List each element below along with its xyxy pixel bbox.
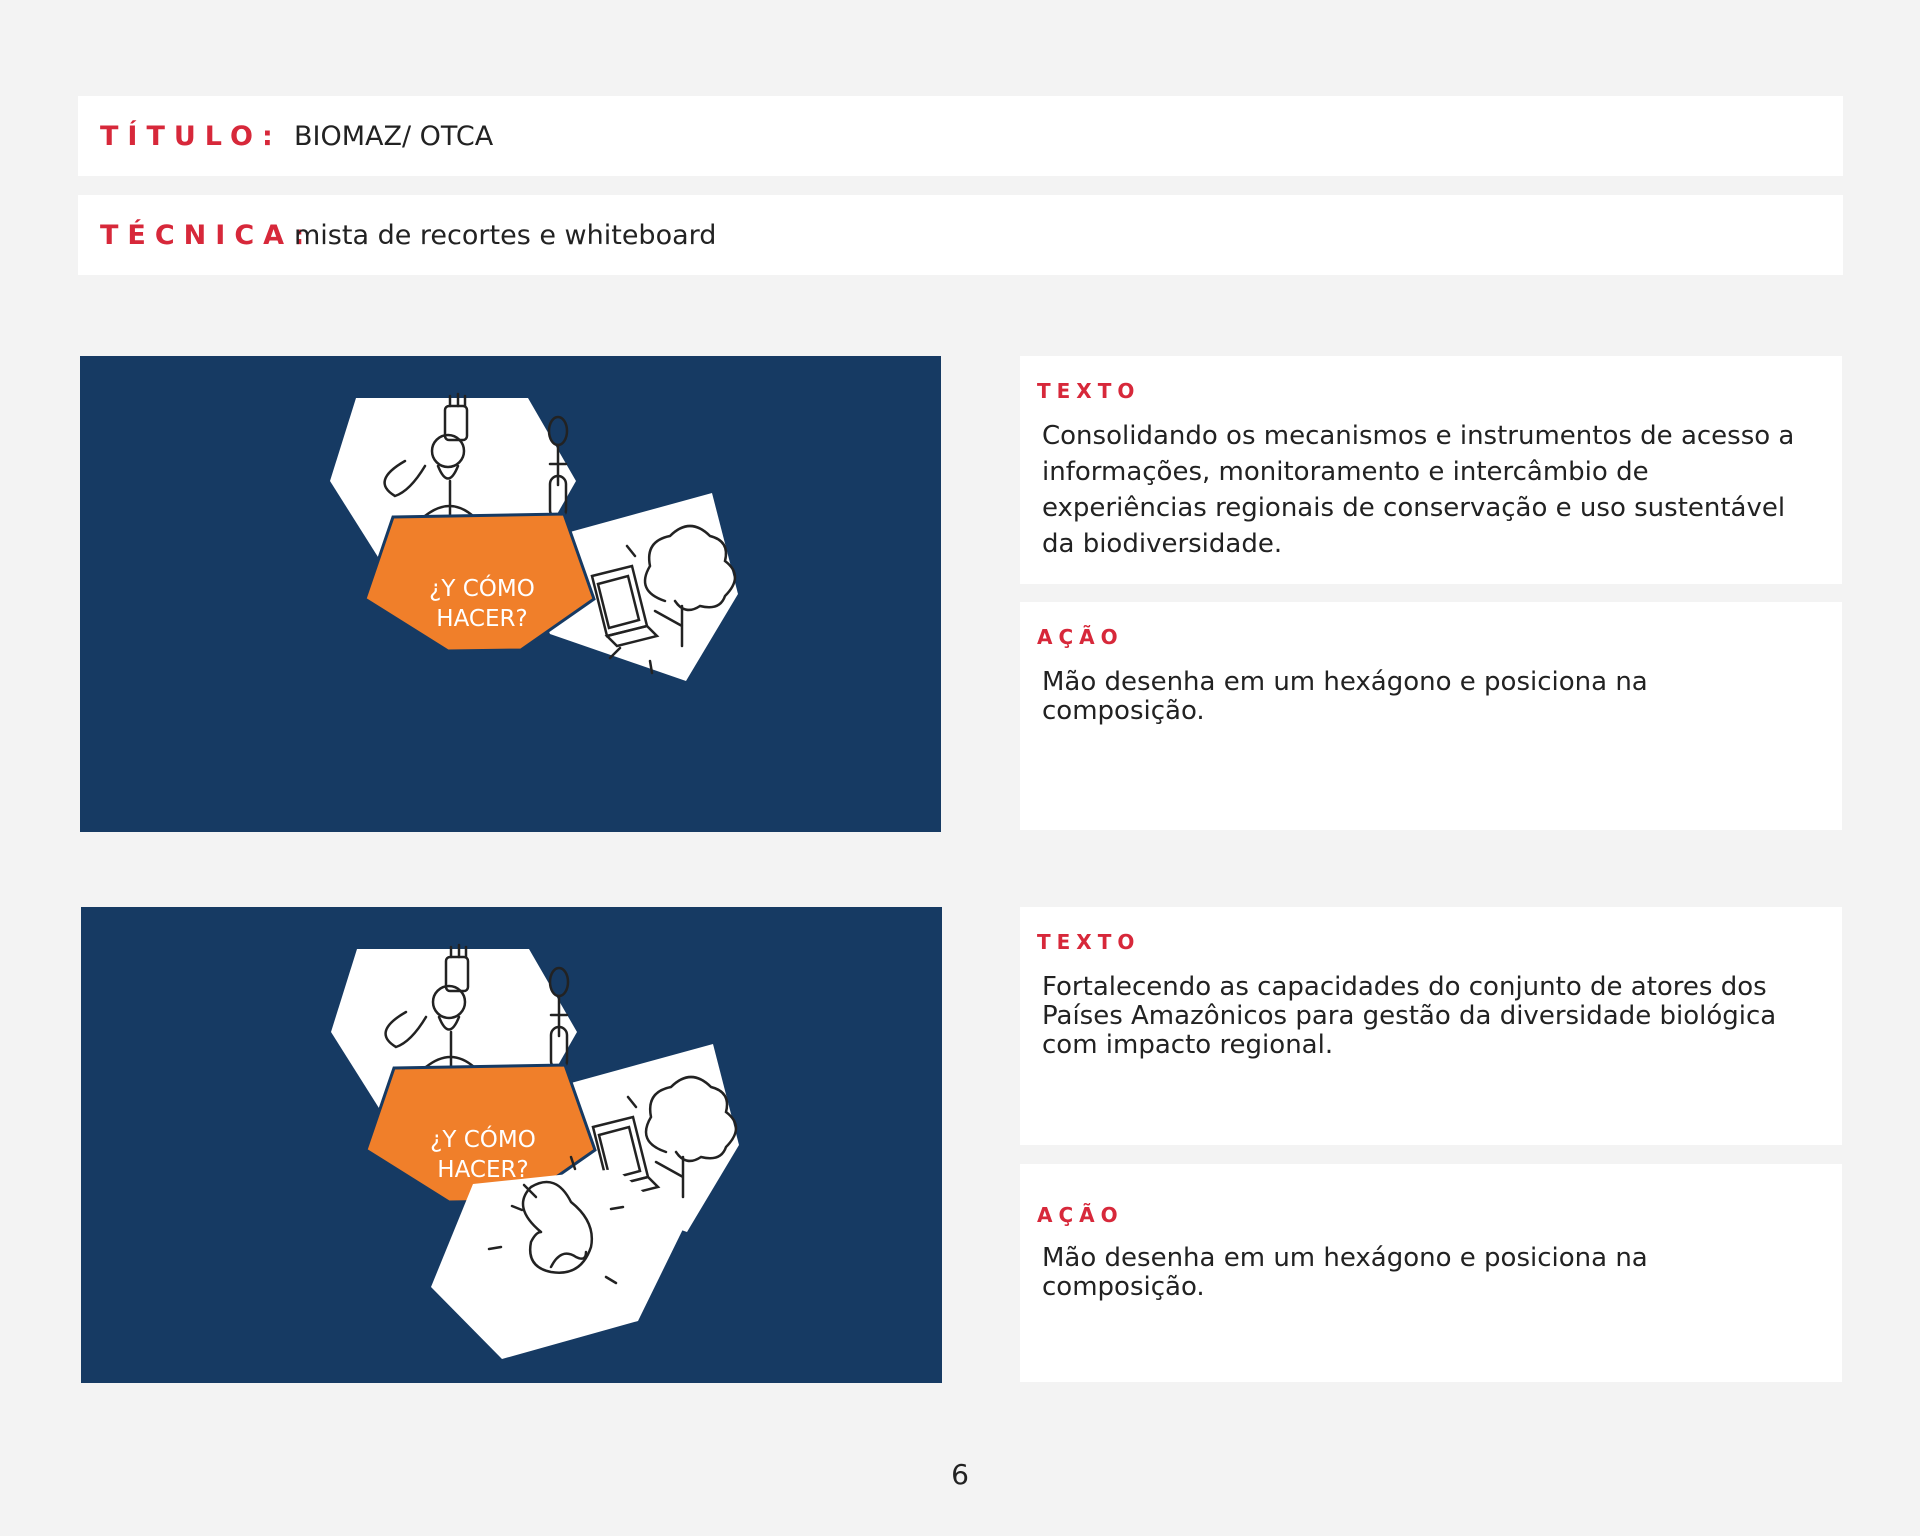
texto-content: Fortalecendo as capacidades do conjunto de atores dos Países Amazônicos para gestão da diversidade biológica com impacto regional. — [1042, 972, 1777, 1060]
scene-2-frame — [81, 907, 942, 1383]
texto-content: Consolidando os mecanismos e instrumentos de acesso a informações, monitoramento e intercâmbio de experiências regionais de conservação e uso sustentável da biodiversidade. — [1042, 421, 1795, 559]
scene-1-illustration — [80, 356, 941, 832]
title-label: TÍTULO: — [100, 120, 282, 152]
question-pentagon — [365, 514, 594, 686]
acao-content: Mão desenha em um hexágono e posiciona na composição. — [1042, 667, 1648, 726]
scene-1-acao-card — [1020, 602, 1842, 830]
acao-label: AÇÃO — [1037, 1203, 1124, 1227]
scene-2-acao-card — [1020, 1164, 1842, 1382]
scene-2-texto-card — [1020, 907, 1842, 1145]
technique-value: mista de recortes e whiteboard — [294, 219, 717, 251]
acao-label: AÇÃO — [1037, 625, 1124, 649]
pentagon-text-line2: HACER? — [436, 606, 528, 632]
pentagon-text-line1: ¿Y CÓMO — [429, 576, 535, 602]
title-value: BIOMAZ/ OTCA — [294, 120, 494, 152]
technique-bar — [78, 195, 1843, 275]
technique-label: TÉCNICA: — [100, 219, 314, 251]
texto-label: TEXTO — [1037, 930, 1141, 954]
acao-content: Mão desenha em um hexágono e posiciona na composição. — [1042, 1243, 1648, 1302]
title-bar — [78, 96, 1843, 176]
scene-1-texto-card — [1020, 356, 1842, 584]
scene-2-illustration — [81, 907, 942, 1383]
texto-label: TEXTO — [1037, 379, 1141, 403]
pentagon-text-line2: HACER? — [437, 1157, 529, 1183]
pentagon-text-line1: ¿Y CÓMO — [430, 1127, 536, 1153]
page-number: 6 — [951, 1458, 969, 1491]
scene-1-frame — [80, 356, 941, 832]
